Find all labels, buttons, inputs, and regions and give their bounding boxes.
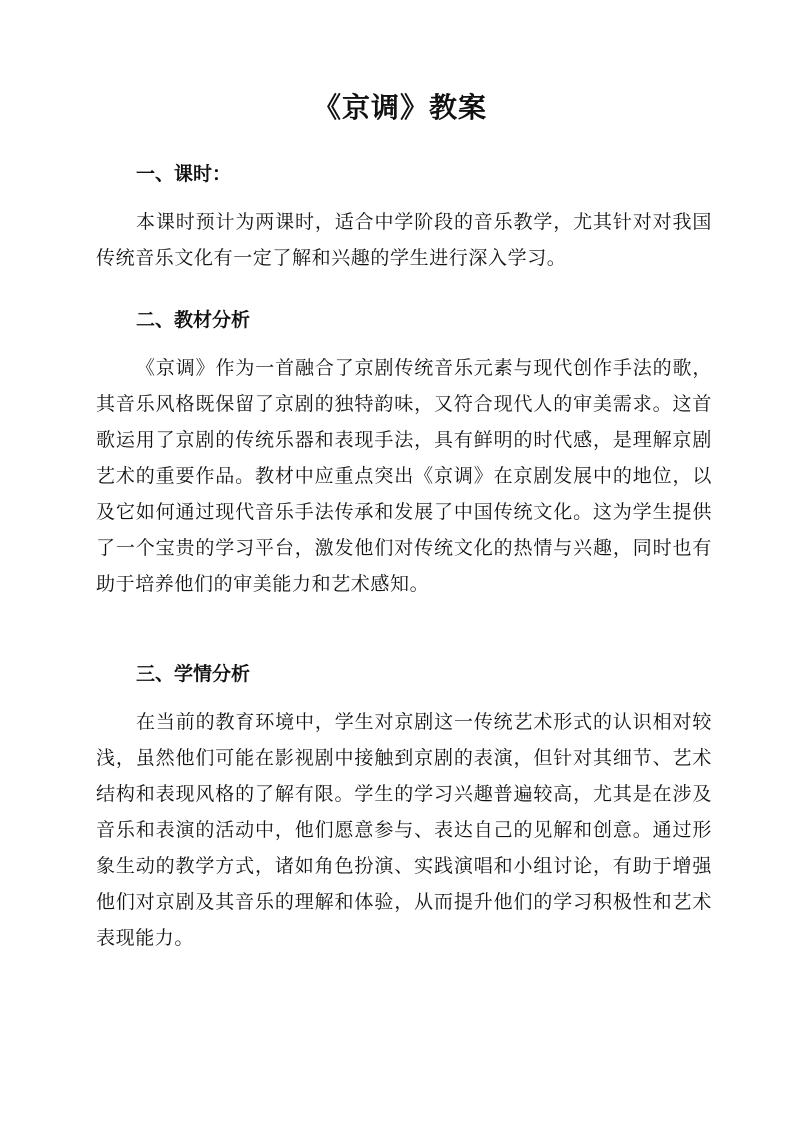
section-paragraph-material-analysis: 《京调》作为一首融合了京剧传统音乐元素与现代创作手法的歌，其音乐风格既保留了京剧的独特韵味，又符合现代人的审美需求。这首歌运用了京剧的传统乐器和表现手法，具有鲜明的时代感，是理解京剧艺术的重要作品。教材中应重点突出《京调》在京剧发展中的地位，以及它如何通过现代音乐手法传承和发展了中国传统文化。这为学生提供了一个宝贵的学习平台，激发他们对传统文化的热情与兴趣，同时也有助于培养他们的审美能力和艺术感知。 <box>96 357 712 595</box>
section-paragraph-class-hours: 本课时预计为两课时，适合中学阶段的音乐教学，尤其针对对我国传统音乐文化有一定了解和兴趣的学生进行深入学习。 <box>96 211 712 269</box>
document-title: 《京调》教案 <box>312 91 487 124</box>
section-heading-material-analysis: 二、教材分析 <box>136 309 251 331</box>
section-paragraph-student-analysis: 在当前的教育环境中，学生对京剧这一传统艺术形式的认识相对较浅，虽然他们可能在影视剧中接触到京剧的表演，但针对其细节、艺术结构和表现风格的了解有限。学生的学习兴趣普遍较高，尤其是在涉及音乐和表演的活动中，他们愿意参与、表达自己的见解和创意。通过形象生动的教学方式，诸如角色扮演、实践演唱和小组讨论，有助于增强他们对京剧及其音乐的理解和体验，从而提升他们的学习积极性和艺术表现能力。 <box>96 711 712 949</box>
section-heading-student-analysis: 三、学情分析 <box>136 663 251 685</box>
section-heading-class-hours: 一、课时： <box>136 163 232 185</box>
